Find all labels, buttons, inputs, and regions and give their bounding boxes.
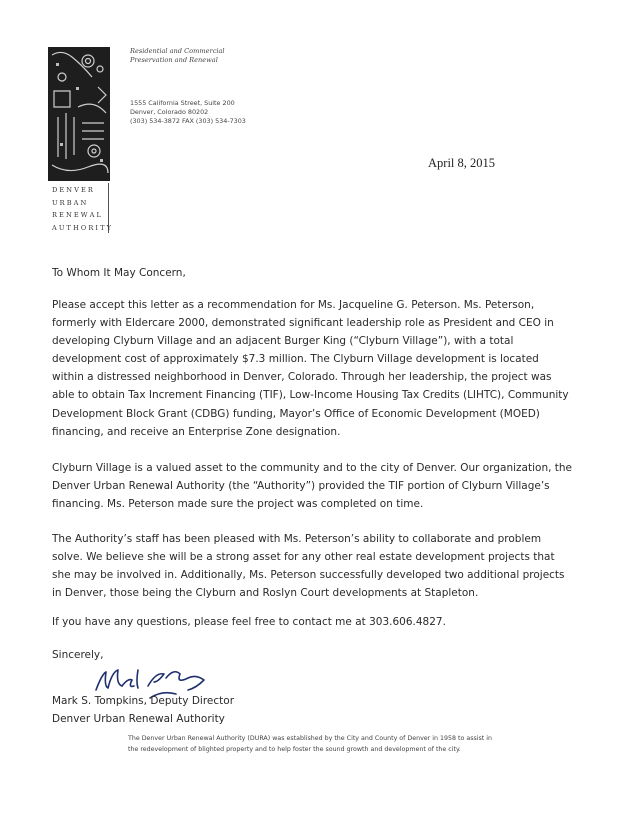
address-line: (303) 534-3872 FAX (303) 534-7303: [130, 117, 246, 125]
footer-line: the redevelopment of blighted property and to help foster the sound growth and development of the city.: [128, 746, 461, 753]
letterhead-address: [130, 99, 246, 126]
footer-line: The Denver Urban Renewal Authority (DURA) was established by the City and County of Denver in 1958 to assist in: [128, 735, 493, 742]
letter-date: April 8, 2015: [428, 156, 496, 170]
tagline-line: Residential and Commercial: [130, 47, 225, 55]
letter-paragraph: The Authority’s staff has been pleased with Ms. Peterson’s ability to collaborate and problem solve. We believe she will be a strong asset for any other real estate development projects that she may be involved in. Additionally, Ms. Peterson successfully developed two additional projects in Denver, those being the Clyburn and Roslyn Court developments at Stapleton.: [52, 533, 565, 600]
logo-line: A U T H O R I T Y: [52, 223, 111, 232]
logo-pattern-icon: [48, 47, 110, 181]
signer-organization: Denver Urban Renewal Authority: [52, 713, 225, 725]
logo-wordmark: [52, 184, 112, 234]
logo-line: D E N V E R: [52, 186, 93, 194]
signer-name: Mark S. Tompkins, Deputy Director: [52, 695, 235, 707]
address-line: 1555 California Street, Suite 200: [130, 99, 235, 107]
dura-logo-graphic: [48, 47, 110, 181]
logo-line: U R B A N: [52, 198, 87, 207]
letter-paragraph: If you have any questions, please feel free to contact me at 303.606.4827.: [52, 616, 446, 628]
address-line: Denver, Colorado 80202: [130, 108, 209, 116]
letterhead-tagline: [130, 47, 225, 65]
letter-footer: [128, 733, 568, 755]
letter-paragraph: Clyburn Village is a valued asset to the community and to the city of Denver. Our organization, the Denver Urban Renewal Authority (the “Authority”) provided the TIF portion of Clyburn Village’s financing. Ms. Peterson made sure the project was completed on time.: [52, 462, 573, 511]
letter-paragraph: Please accept this letter as a recommendation for Ms. Jacqueline G. Peterson. Ms. Peterson, formerly with Eldercare 2000, demonstrated significant leadership role as President and CEO in developing Clyburn Village and an adjacent Burger King (“Clyburn Village”), with a total development cost of approximately $7.3 million. The Clyburn Village development is located within a distressed neighborhood in Denver, Colorado. Through her leadership, the project was able to obtain Tax Increment Financing (TIF), Low-Income Housing Tax Credits (LIHTC), Community Development Block Grant (CDBG) funding, Mayor’s Office of Economic Development (MOED) financing, and receive an Enterprise Zone designation.: [52, 299, 569, 438]
tagline-line: Preservation and Renewal: [130, 56, 218, 64]
letter-closing: Sincerely,: [52, 649, 104, 661]
logo-line: R E N E W A L: [52, 211, 101, 220]
letter-greeting: To Whom It May Concern,: [52, 267, 186, 279]
